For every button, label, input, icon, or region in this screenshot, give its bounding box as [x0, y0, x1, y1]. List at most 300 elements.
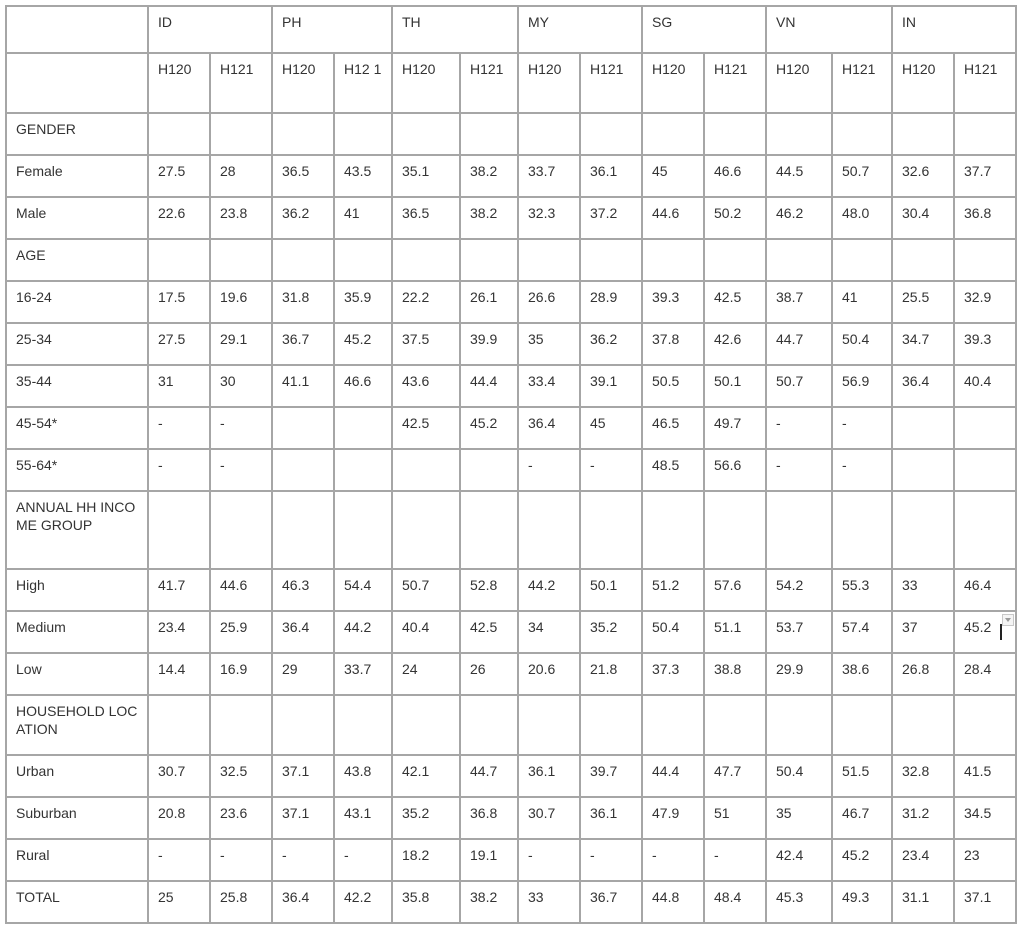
table-cell[interactable] [148, 653, 210, 695]
table-cell[interactable] [954, 695, 1016, 755]
table-cell[interactable] [518, 365, 580, 407]
table-cell[interactable] [580, 881, 642, 923]
table-cell[interactable] [580, 113, 642, 155]
table-cell[interactable] [642, 653, 704, 695]
table-cell[interactable] [460, 281, 518, 323]
table-cell[interactable] [766, 839, 832, 881]
table-cell[interactable] [766, 797, 832, 839]
table-cell[interactable] [392, 611, 460, 653]
table-cell[interactable] [766, 611, 832, 653]
table-cell[interactable] [210, 365, 272, 407]
table-cell[interactable] [832, 239, 892, 281]
table-cell[interactable] [148, 839, 210, 881]
corner-cell[interactable] [6, 6, 148, 53]
table-cell[interactable] [392, 323, 460, 365]
table-cell[interactable] [704, 365, 766, 407]
table-cell[interactable] [580, 407, 642, 449]
table-cell[interactable] [954, 197, 1016, 239]
table-cell[interactable] [518, 323, 580, 365]
table-cell[interactable] [704, 323, 766, 365]
table-cell[interactable] [954, 449, 1016, 491]
country-header[interactable]: PH [272, 6, 392, 53]
table-cell[interactable] [704, 281, 766, 323]
table-cell[interactable] [892, 197, 954, 239]
table-cell[interactable] [272, 491, 334, 569]
table-cell[interactable] [518, 797, 580, 839]
table-cell[interactable] [272, 239, 334, 281]
table-cell[interactable] [766, 881, 832, 923]
country-header[interactable]: IN [892, 6, 1016, 53]
table-cell[interactable] [334, 569, 392, 611]
table-cell[interactable] [518, 491, 580, 569]
table-cell[interactable] [518, 281, 580, 323]
table-cell[interactable] [832, 881, 892, 923]
table-cell[interactable] [148, 365, 210, 407]
table-cell[interactable] [832, 197, 892, 239]
table-cell[interactable] [272, 365, 334, 407]
table-cell[interactable] [392, 365, 460, 407]
table-cell[interactable] [642, 323, 704, 365]
table-cell[interactable] [704, 407, 766, 449]
table-cell[interactable] [704, 797, 766, 839]
row-label[interactable]: Low [6, 653, 148, 695]
table-cell[interactable] [954, 323, 1016, 365]
table-cell[interactable] [642, 197, 704, 239]
table-cell[interactable] [210, 491, 272, 569]
row-label[interactable]: Urban [6, 755, 148, 797]
table-cell[interactable] [766, 323, 832, 365]
table-cell[interactable] [642, 239, 704, 281]
table-cell[interactable] [704, 113, 766, 155]
table-cell[interactable] [832, 653, 892, 695]
table-cell[interactable] [148, 197, 210, 239]
table-cell[interactable] [832, 323, 892, 365]
table-cell[interactable] [148, 449, 210, 491]
table-cell[interactable] [704, 239, 766, 281]
table-cell[interactable] [704, 491, 766, 569]
table-cell[interactable] [392, 491, 460, 569]
country-header[interactable]: MY [518, 6, 642, 53]
table-cell[interactable] [460, 491, 518, 569]
table-cell[interactable] [766, 365, 832, 407]
table-cell[interactable] [334, 155, 392, 197]
table-cell[interactable] [892, 113, 954, 155]
table-cell[interactable] [148, 881, 210, 923]
table-cell[interactable] [392, 797, 460, 839]
table-cell[interactable] [210, 281, 272, 323]
table-cell[interactable] [460, 569, 518, 611]
row-label[interactable]: Suburban [6, 797, 148, 839]
table-cell[interactable] [892, 281, 954, 323]
table-cell[interactable] [642, 155, 704, 197]
table-cell[interactable] [272, 155, 334, 197]
table-cell[interactable] [580, 281, 642, 323]
table-cell[interactable] [518, 839, 580, 881]
table-cell[interactable] [518, 755, 580, 797]
table-cell[interactable] [580, 491, 642, 569]
table-cell[interactable] [334, 653, 392, 695]
table-cell[interactable] [272, 323, 334, 365]
row-label[interactable]: Rural [6, 839, 148, 881]
table-cell[interactable] [334, 797, 392, 839]
table-cell[interactable] [892, 569, 954, 611]
table-cell[interactable] [892, 155, 954, 197]
table-cell[interactable] [460, 611, 518, 653]
table-cell[interactable] [766, 569, 832, 611]
table-cell[interactable] [766, 281, 832, 323]
table-cell[interactable] [954, 281, 1016, 323]
table-cell[interactable] [642, 491, 704, 569]
table-cell[interactable] [272, 449, 334, 491]
table-cell[interactable] [642, 113, 704, 155]
table-cell[interactable] [518, 695, 580, 755]
table-cell[interactable] [642, 755, 704, 797]
table-cell[interactable] [832, 491, 892, 569]
period-header[interactable]: H120 [766, 53, 832, 113]
table-cell[interactable] [954, 113, 1016, 155]
table-cell[interactable] [580, 611, 642, 653]
table-cell[interactable] [954, 365, 1016, 407]
table-cell[interactable] [148, 281, 210, 323]
table-cell[interactable] [210, 839, 272, 881]
table-cell[interactable] [832, 569, 892, 611]
table-cell[interactable] [148, 407, 210, 449]
table-cell[interactable] [272, 881, 334, 923]
table-cell[interactable] [580, 569, 642, 611]
table-cell[interactable] [334, 197, 392, 239]
table-cell[interactable] [518, 653, 580, 695]
table-cell[interactable] [642, 449, 704, 491]
period-header[interactable]: H120 [392, 53, 460, 113]
table-cell[interactable] [392, 653, 460, 695]
table-cell[interactable] [272, 695, 334, 755]
table-cell[interactable] [518, 113, 580, 155]
table-cell[interactable] [704, 611, 766, 653]
table-cell[interactable] [954, 569, 1016, 611]
table-cell[interactable] [518, 611, 580, 653]
table-cell[interactable] [392, 197, 460, 239]
table-cell[interactable] [892, 491, 954, 569]
table-cell[interactable] [642, 569, 704, 611]
table-cell[interactable] [832, 797, 892, 839]
table-cell[interactable] [148, 323, 210, 365]
table-cell[interactable] [272, 113, 334, 155]
table-cell[interactable] [704, 839, 766, 881]
table-cell[interactable] [892, 323, 954, 365]
cell-value: 54.2 [776, 577, 804, 593]
table-cell[interactable] [580, 797, 642, 839]
table-cell[interactable] [704, 881, 766, 923]
table-cell[interactable] [334, 239, 392, 281]
table-cell[interactable] [832, 839, 892, 881]
table-cell[interactable] [892, 449, 954, 491]
table-cell[interactable] [210, 569, 272, 611]
table-cell[interactable] [334, 755, 392, 797]
table-cell[interactable] [210, 653, 272, 695]
cell-value: 51.2 [652, 577, 680, 593]
table-cell[interactable] [460, 881, 518, 923]
table-cell[interactable] [580, 155, 642, 197]
table-cell[interactable] [210, 155, 272, 197]
table-cell[interactable] [148, 569, 210, 611]
table-cell[interactable] [892, 797, 954, 839]
table-cell[interactable] [334, 323, 392, 365]
table-cell[interactable] [210, 197, 272, 239]
table-cell[interactable] [148, 797, 210, 839]
period-header[interactable]: H121 [210, 53, 272, 113]
table-cell[interactable] [704, 755, 766, 797]
period-header[interactable]: H121 [954, 53, 1016, 113]
table-cell[interactable] [766, 155, 832, 197]
country-header[interactable]: VN [766, 6, 892, 53]
table-cell[interactable] [766, 491, 832, 569]
country-header[interactable]: ID [148, 6, 272, 53]
period-header[interactable]: H121 [580, 53, 642, 113]
table-cell[interactable] [148, 611, 210, 653]
table-cell[interactable] [892, 611, 954, 653]
table-cell[interactable] [460, 197, 518, 239]
cell-value: 46.6 [714, 163, 742, 179]
table-cell[interactable] [272, 653, 334, 695]
row-label[interactable]: ANNUAL HH INCOME GROUP [6, 491, 148, 569]
table-cell[interactable] [334, 881, 392, 923]
table-cell[interactable] [954, 797, 1016, 839]
period-header[interactable]: H12 1 [334, 53, 392, 113]
table-cell[interactable] [272, 569, 334, 611]
table-cell[interactable] [954, 653, 1016, 695]
row-label[interactable]: 16-24 [6, 281, 148, 323]
table-cell[interactable] [148, 239, 210, 281]
table-cell[interactable] [272, 281, 334, 323]
row-label[interactable]: Female [6, 155, 148, 197]
row-label[interactable]: High [6, 569, 148, 611]
table-cell[interactable] [334, 407, 392, 449]
table-cell[interactable] [334, 113, 392, 155]
table-cell[interactable] [642, 365, 704, 407]
table-cell[interactable] [272, 197, 334, 239]
row-label[interactable]: Medium [6, 611, 148, 653]
table-cell[interactable] [460, 239, 518, 281]
table-cell[interactable] [210, 695, 272, 755]
table-cell[interactable] [832, 365, 892, 407]
table-cell[interactable] [580, 449, 642, 491]
table-cell[interactable] [832, 611, 892, 653]
table-cell[interactable] [392, 281, 460, 323]
table-cell[interactable] [704, 695, 766, 755]
table-cell[interactable] [148, 491, 210, 569]
table-cell[interactable] [892, 407, 954, 449]
table-cell[interactable] [832, 755, 892, 797]
table-cell[interactable] [954, 611, 1016, 653]
table-cell[interactable] [892, 695, 954, 755]
row-label[interactable]: 35-44 [6, 365, 148, 407]
country-header[interactable]: SG [642, 6, 766, 53]
table-cell[interactable] [392, 239, 460, 281]
table-cell[interactable] [892, 653, 954, 695]
table-cell[interactable] [642, 281, 704, 323]
table-cell[interactable] [766, 197, 832, 239]
table-cell[interactable] [892, 881, 954, 923]
table-cell[interactable] [210, 797, 272, 839]
table-cell[interactable] [460, 155, 518, 197]
table-cell[interactable] [210, 113, 272, 155]
table-cell[interactable] [334, 365, 392, 407]
table-cell[interactable] [460, 365, 518, 407]
corner-cell[interactable] [6, 53, 148, 113]
table-cell[interactable] [832, 695, 892, 755]
table-cell[interactable] [642, 797, 704, 839]
table-cell[interactable] [954, 239, 1016, 281]
table-cell[interactable] [642, 881, 704, 923]
table-cell[interactable] [518, 881, 580, 923]
table-cell[interactable] [460, 653, 518, 695]
table-cell[interactable] [832, 155, 892, 197]
table-cell[interactable] [392, 755, 460, 797]
table-cell[interactable] [392, 155, 460, 197]
table-cell[interactable] [642, 839, 704, 881]
table-cell[interactable] [892, 365, 954, 407]
table-cell[interactable] [766, 239, 832, 281]
period-header[interactable]: H120 [148, 53, 210, 113]
row-label[interactable]: AGE [6, 239, 148, 281]
table-cell[interactable] [460, 113, 518, 155]
period-header[interactable]: H120 [272, 53, 334, 113]
table-cell[interactable] [580, 365, 642, 407]
cell-value: 43.8 [344, 763, 372, 779]
period-header[interactable]: H120 [642, 53, 704, 113]
table-cell[interactable] [954, 155, 1016, 197]
table-cell[interactable] [518, 155, 580, 197]
table-cell[interactable] [518, 239, 580, 281]
table-cell[interactable] [392, 839, 460, 881]
table-cell[interactable] [210, 611, 272, 653]
table-cell[interactable] [704, 569, 766, 611]
table-cell[interactable] [704, 197, 766, 239]
table-cell[interactable] [766, 653, 832, 695]
table-cell[interactable] [580, 323, 642, 365]
table-cell[interactable] [954, 407, 1016, 449]
country-header[interactable]: TH [392, 6, 518, 53]
table-cell[interactable] [832, 407, 892, 449]
table-cell[interactable] [210, 881, 272, 923]
table-cell[interactable] [954, 755, 1016, 797]
table-cell[interactable] [580, 695, 642, 755]
table-cell[interactable] [766, 449, 832, 491]
table-cell[interactable] [334, 695, 392, 755]
table-cell[interactable] [148, 755, 210, 797]
table-cell[interactable] [334, 449, 392, 491]
table-cell[interactable] [460, 323, 518, 365]
table-cell[interactable] [272, 407, 334, 449]
table-cell[interactable] [148, 695, 210, 755]
row-label[interactable]: 45-54* [6, 407, 148, 449]
table-cell[interactable] [392, 407, 460, 449]
table-cell[interactable] [766, 695, 832, 755]
table-cell[interactable] [580, 653, 642, 695]
table-cell[interactable] [704, 449, 766, 491]
table-cell[interactable] [704, 653, 766, 695]
table-cell[interactable] [272, 755, 334, 797]
table-cell[interactable] [580, 839, 642, 881]
table-cell[interactable] [334, 491, 392, 569]
table-cell[interactable] [580, 197, 642, 239]
table-cell[interactable] [954, 839, 1016, 881]
table-cell[interactable] [892, 239, 954, 281]
table-cell[interactable] [148, 155, 210, 197]
table-cell[interactable] [766, 407, 832, 449]
table-cell[interactable] [832, 113, 892, 155]
cell-dropdown-icon[interactable] [1002, 614, 1014, 626]
cell-value: 44.4 [470, 373, 498, 389]
table-cell[interactable] [272, 611, 334, 653]
table-cell[interactable] [580, 755, 642, 797]
table-cell[interactable] [892, 755, 954, 797]
table-cell[interactable] [704, 155, 766, 197]
table-cell[interactable] [460, 755, 518, 797]
table-cell[interactable] [148, 113, 210, 155]
table-cell[interactable] [460, 449, 518, 491]
table-cell[interactable] [210, 449, 272, 491]
table-cell[interactable] [518, 197, 580, 239]
table-cell[interactable] [392, 569, 460, 611]
table-cell[interactable] [832, 449, 892, 491]
table-cell[interactable] [334, 281, 392, 323]
period-header[interactable]: H121 [460, 53, 518, 113]
table-cell[interactable] [954, 881, 1016, 923]
table-row [6, 839, 1016, 881]
row-label[interactable]: TOTAL [6, 881, 148, 923]
table-cell[interactable] [460, 839, 518, 881]
table-cell[interactable] [272, 797, 334, 839]
period-header[interactable]: H120 [892, 53, 954, 113]
table-cell[interactable] [642, 695, 704, 755]
period-header[interactable]: H121 [832, 53, 892, 113]
table-cell[interactable] [334, 611, 392, 653]
table-cell[interactable] [460, 695, 518, 755]
table-cell[interactable] [392, 113, 460, 155]
table-cell[interactable] [766, 755, 832, 797]
table-cell[interactable] [766, 113, 832, 155]
table-cell[interactable] [892, 839, 954, 881]
table-cell[interactable] [210, 755, 272, 797]
table-cell[interactable] [392, 695, 460, 755]
row-label[interactable]: 55-64* [6, 449, 148, 491]
row-label[interactable]: GENDER [6, 113, 148, 155]
table-cell[interactable] [210, 407, 272, 449]
table-cell[interactable] [580, 239, 642, 281]
period-header[interactable]: H120 [518, 53, 580, 113]
table-cell[interactable] [210, 239, 272, 281]
table-cell[interactable] [210, 323, 272, 365]
table-cell[interactable] [334, 839, 392, 881]
table-cell[interactable] [460, 407, 518, 449]
row-label[interactable]: 25-34 [6, 323, 148, 365]
table-cell[interactable] [272, 839, 334, 881]
table-cell[interactable] [642, 611, 704, 653]
table-cell[interactable] [518, 569, 580, 611]
table-cell[interactable] [642, 407, 704, 449]
table-cell[interactable] [460, 797, 518, 839]
table-cell[interactable] [392, 881, 460, 923]
period-header[interactable]: H121 [704, 53, 766, 113]
row-label[interactable]: Male [6, 197, 148, 239]
table-cell[interactable] [392, 449, 460, 491]
row-label[interactable]: HOUSEHOLD LOCATION [6, 695, 148, 755]
table-cell[interactable] [518, 407, 580, 449]
table-cell[interactable] [832, 281, 892, 323]
table-cell[interactable] [954, 491, 1016, 569]
table-cell[interactable] [518, 449, 580, 491]
